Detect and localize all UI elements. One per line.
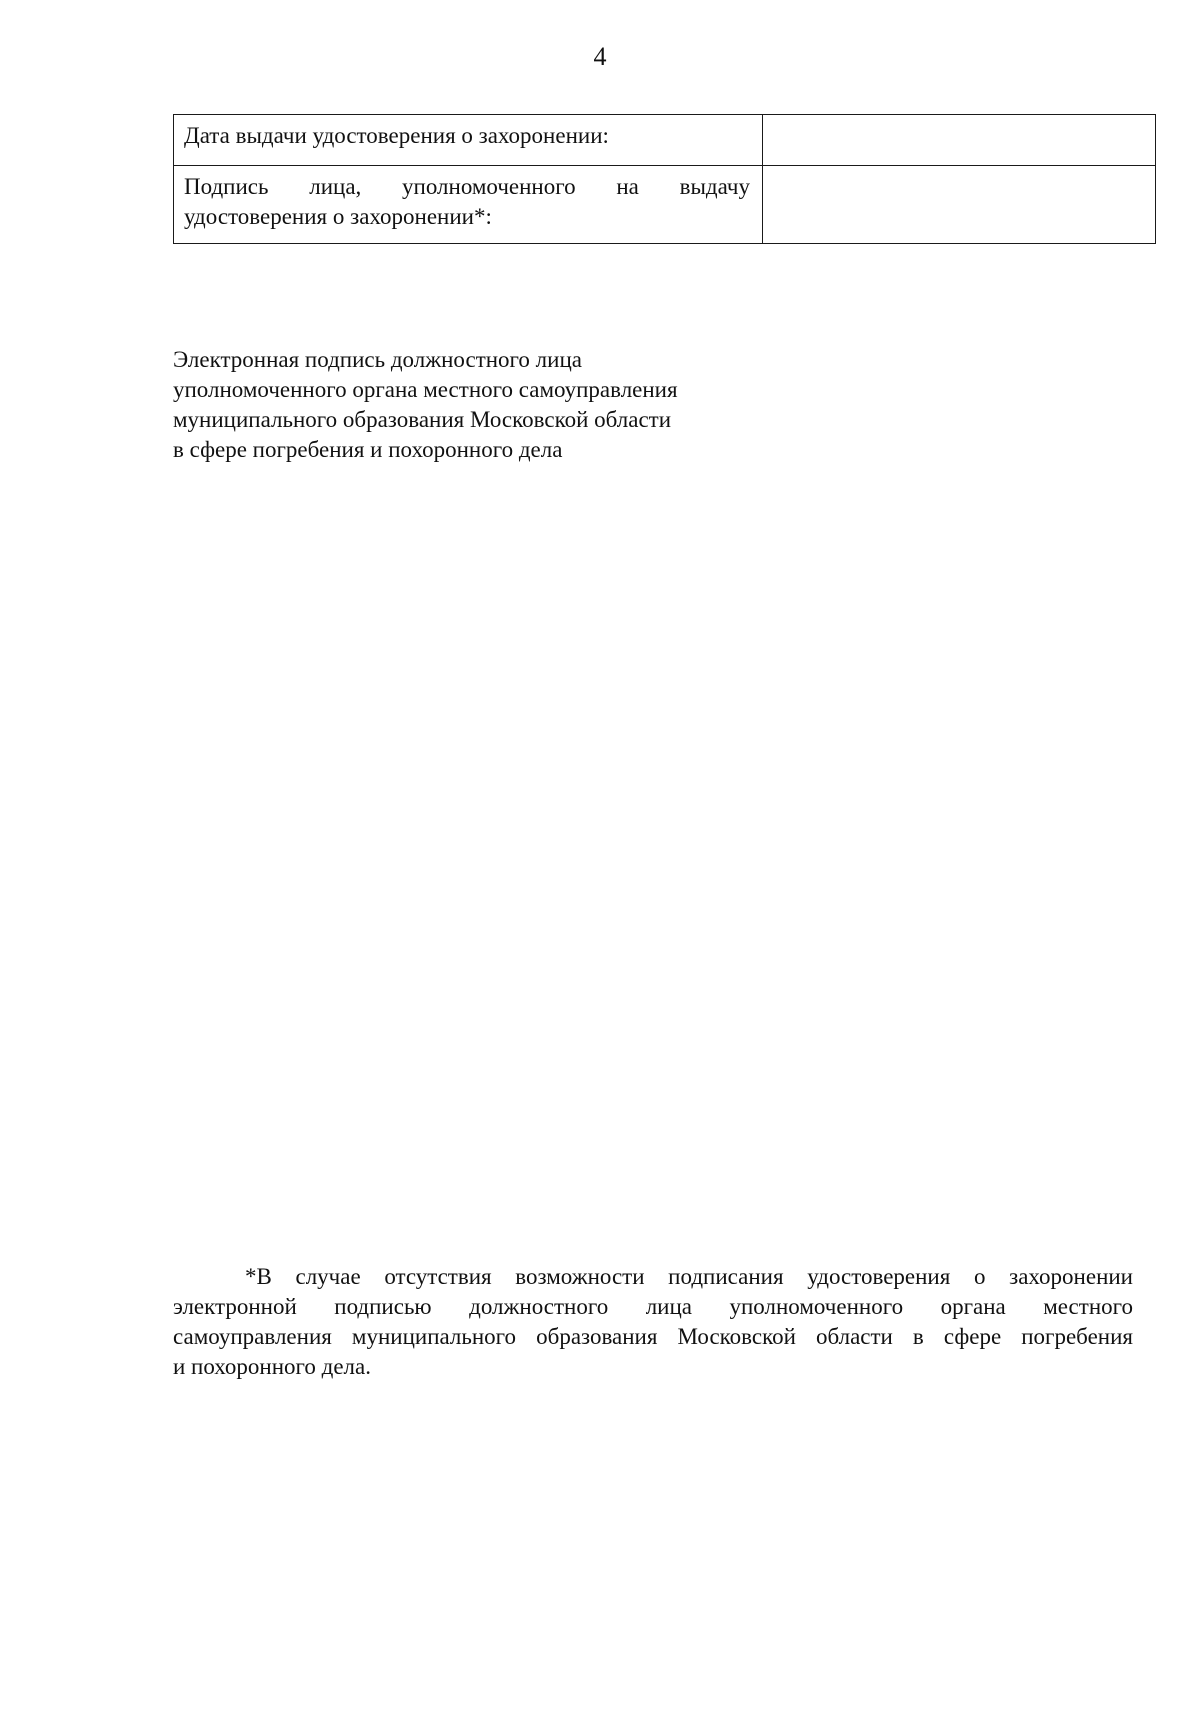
table-row-signature [174, 166, 1156, 244]
signature-block-line-3: муниципального образования Московской области [173, 407, 672, 432]
table-row-issue-date [174, 115, 1156, 166]
issue-date-value [763, 115, 1156, 166]
signature-block-line-1: Электронная подпись должностного лица [173, 347, 582, 372]
signature-block-line-4: в сфере погребения и похоронного дела [173, 437, 563, 462]
signature-value [763, 166, 1156, 244]
page-number: 4 [593, 42, 607, 71]
signature-block-line-2: уполномоченного органа местного самоуправления [173, 377, 678, 402]
footnote-line-2: электронной подписью должностного лица уполномоченного органа местного [173, 1294, 1133, 1319]
footnote-line-1: *В случае отсутствия возможности подписания удостоверения о захоронении [245, 1264, 1133, 1289]
signature-label [174, 166, 763, 244]
signature-label-line-2: удостоверения о захоронении*: [184, 204, 492, 229]
signature-label-line-1: Подпись лица, уполномоченного на выдачу [184, 174, 750, 199]
issue-date-label: Дата выдачи удостоверения о захоронении: [174, 115, 763, 166]
footnote-line-3: самоуправления муниципального образования Московской области в сфере погребения [173, 1324, 1133, 1349]
footnote [173, 1262, 1133, 1382]
burial-certificate-table [173, 114, 1156, 244]
footnote-line-4: и похоронного дела. [173, 1354, 371, 1379]
electronic-signature-block [173, 345, 793, 465]
